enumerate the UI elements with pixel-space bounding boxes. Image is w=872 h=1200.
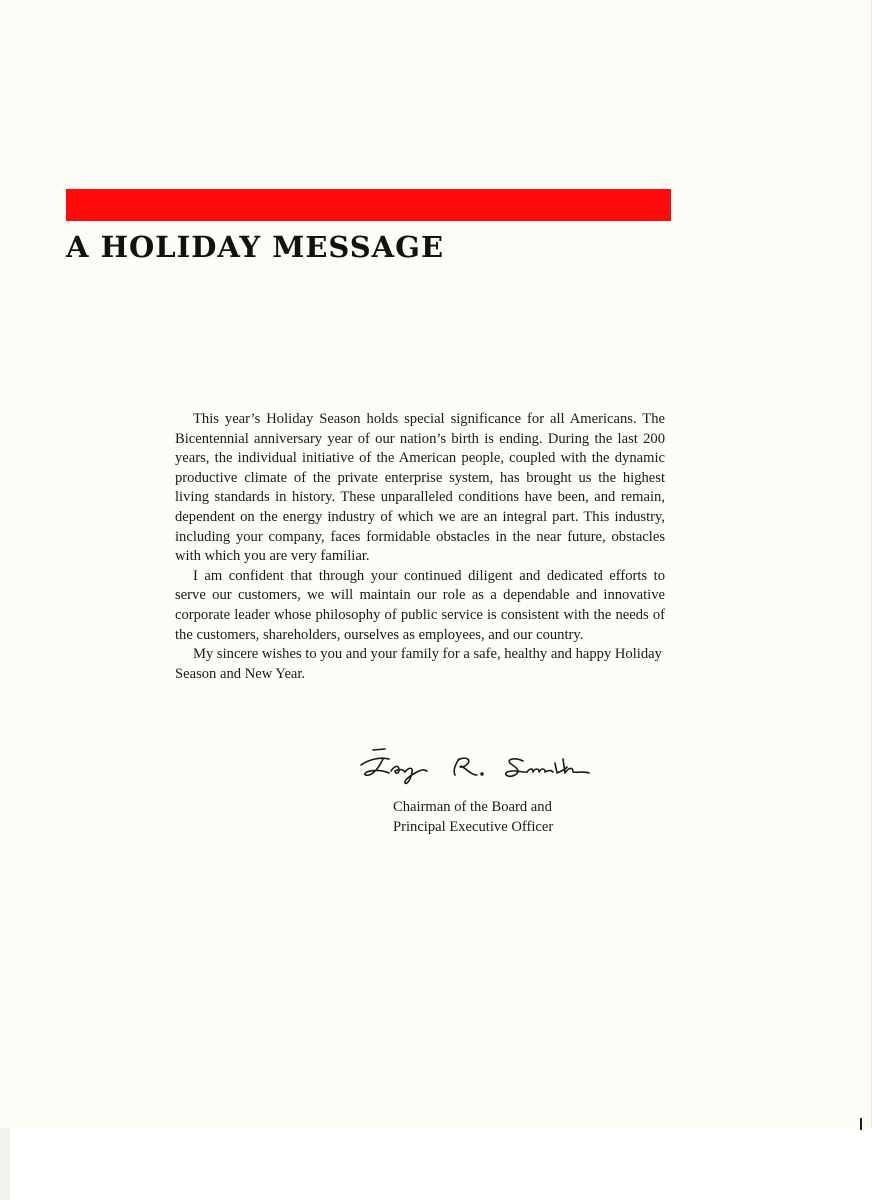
- page-title: A HOLIDAY MESSAGE: [66, 230, 445, 264]
- paragraph-3: My sincere wishes to you and your family for a safe, healthy and happy Holiday Season and New Year.: [175, 646, 662, 682]
- red-accent-bar: [66, 189, 671, 221]
- signature-title-block: [393, 798, 553, 837]
- scan-background-left: [0, 1128, 10, 1200]
- message-body: [175, 410, 665, 684]
- signature-title-line-2: Principal Executive Officer: [393, 818, 554, 835]
- signature-title-line-1: Chairman of the Board and: [393, 799, 552, 815]
- paragraph-2: I am confident that through your continued diligent and dedicated efforts to serve our customers, we will maintain our role as a dependable and innovative corporate leader whose philosophy of public service is consistent with the needs of the customers, shareholders, ourselves as employees, and our country.: [175, 567, 665, 643]
- handwritten-signature: [355, 745, 595, 789]
- scan-background-bottom: [0, 1128, 872, 1200]
- page-edge-mark: [860, 1118, 862, 1130]
- paragraph-1: This year’s Holiday Season holds special significance for all Americans. The Bicentennial anniversary year of our nation’s birth is ending. During the last 200 years, the individual initiative of the American people, coupled with the dynamic productive climate of the private enterprise system, has brought us the highest living standards in history. These unparalleled conditions have been, and remain, dependent on the energy industry of which we are an integral part. This industry, including your company, faces formidable obstacles in the near future, obstacles with which you are very familiar.: [175, 411, 665, 565]
